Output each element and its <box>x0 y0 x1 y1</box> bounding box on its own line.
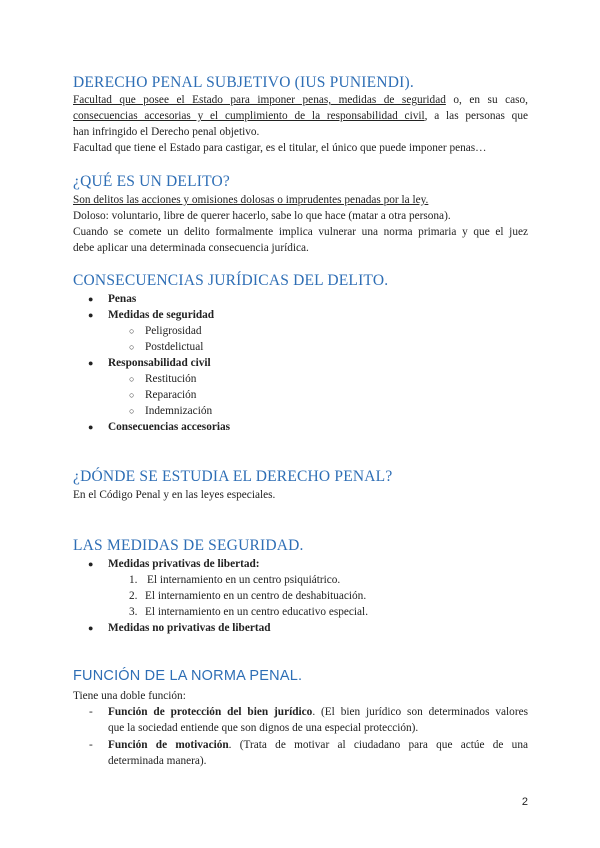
paragraph: Facultad que tiene el Estado para castigar, es el titular, el único que puede imponer penas… <box>73 142 487 154</box>
heading-derecho-penal-subjetivo: DERECHO PENAL SUBJETIVO (IUS PUNIENDI). <box>73 74 414 91</box>
paragraph: Tiene una doble función: <box>73 690 186 702</box>
text: . (El bien jurídico son determinados valores <box>312 706 528 718</box>
page-number: 2 <box>521 796 528 808</box>
underlined-text: Facultad que posee el Estado para imponer penas, medidas de seguridad <box>73 94 446 106</box>
circle-bullet-icon: ○ <box>129 390 135 400</box>
circle-bullet-icon: ○ <box>129 374 135 384</box>
list-item-label: Restitución <box>145 373 197 385</box>
list-item-label: El internamiento en un centro de deshabituación. <box>145 590 367 602</box>
bullet-icon: ● <box>88 623 94 633</box>
text: o, en su caso, <box>445 94 529 106</box>
heading-consecuencias-juridicas: CONSECUENCIAS JURÍDICAS DEL DELITO. <box>73 272 389 289</box>
heading-funcion-norma-penal: FUNCIÓN DE LA NORMA PENAL. <box>73 668 303 684</box>
bold-text: Función de motivación <box>108 739 229 751</box>
paragraph-line: Cuando se comete un delito formalmente implica vulnerar una norma primaria y que el juez <box>73 226 528 238</box>
paragraph-underlined <box>73 192 528 208</box>
heading-medidas-de-seguridad: LAS MEDIDAS DE SEGURIDAD. <box>73 537 304 554</box>
paragraph: En el Código Penal y en las leyes especiales. <box>73 489 276 501</box>
bullet-icon: ● <box>88 559 94 569</box>
list-item-label: Medidas privativas de libertad: <box>108 558 260 570</box>
item-number: 2. <box>129 590 138 602</box>
circle-bullet-icon: ○ <box>129 406 135 416</box>
dash-bullet-icon: - <box>89 706 93 718</box>
list-item-label: Peligrosidad <box>145 325 202 337</box>
bullet-icon: ● <box>88 422 94 432</box>
underlined-text: Son delitos las acciones y omisiones dolosas o imprudentes penadas por la ley. <box>73 194 429 206</box>
list-item-label: El internamiento en un centro psiquiátrico. <box>147 574 341 586</box>
list-item-label: Medidas no privativas de libertad <box>108 622 271 634</box>
circle-bullet-icon: ○ <box>129 342 135 352</box>
list-item-label: Postdelictual <box>145 341 204 353</box>
list-item-label: Indemnización <box>145 405 213 417</box>
paragraph-line: determinada manera). <box>108 755 207 767</box>
underlined-text: consecuencias accesorias y el cumplimiento de la responsabilidad civil <box>73 110 425 122</box>
paragraph-line <box>108 737 528 753</box>
paragraph-line <box>73 92 528 108</box>
list-item-label: Responsabilidad civil <box>108 357 211 369</box>
bullet-icon: ● <box>88 358 94 368</box>
heading-donde-se-estudia: ¿DÓNDE SE ESTUDIA EL DERECHO PENAL? <box>73 468 393 485</box>
heading-que-es-un-delito: ¿QUÉ ES UN DELITO? <box>73 173 230 190</box>
paragraph-line <box>73 108 528 124</box>
list-item-label: El internamiento en un centro educativo especial. <box>145 606 369 618</box>
item-number: 3. <box>129 606 138 618</box>
bold-text: Función de protección del bien jurídico <box>108 706 313 718</box>
paragraph: Doloso: voluntario, libre de querer hacerlo, sabe lo que hace (matar a otra persona). <box>73 210 451 222</box>
paragraph-line: debe aplicar una determinada consecuencia jurídica. <box>73 242 309 254</box>
paragraph-line: han infringido el Derecho penal objetivo. <box>73 126 260 138</box>
list-item-label: Consecuencias accesorias <box>108 421 231 433</box>
list-item-label: Penas <box>108 293 137 305</box>
paragraph-line <box>108 704 528 720</box>
text: . (Trata de motivar al ciudadano para que actúe de una <box>228 739 528 751</box>
item-number: 1. <box>129 574 138 586</box>
list-item-label: Medidas de seguridad <box>108 309 215 321</box>
dash-bullet-icon: - <box>89 739 93 751</box>
list-item-label: Reparación <box>145 389 197 401</box>
circle-bullet-icon: ○ <box>129 326 135 336</box>
bullet-icon: ● <box>88 310 94 320</box>
paragraph-line: que la sociedad entiende que son dignos de una especial protección). <box>108 722 419 734</box>
text: , a las personas que <box>424 110 528 122</box>
bullet-icon: ● <box>88 294 94 304</box>
